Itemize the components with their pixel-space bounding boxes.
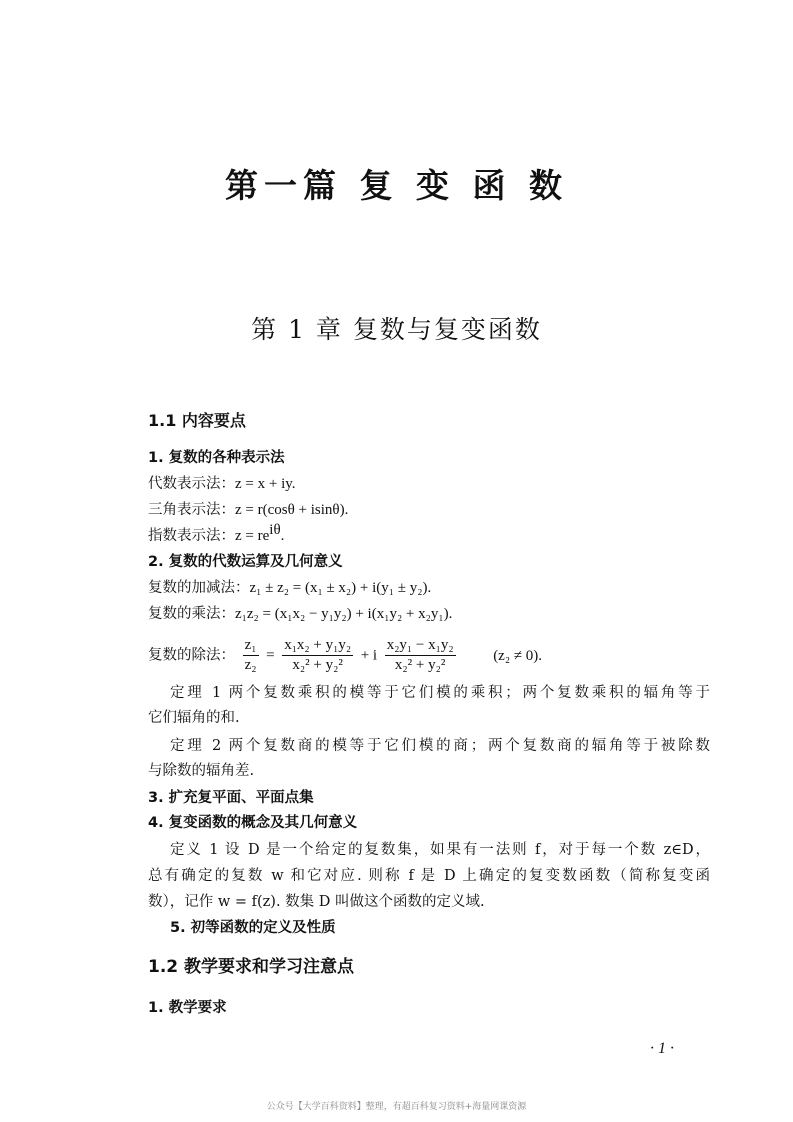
exponent: iθ: [269, 522, 281, 539]
formula: z₁z₂ = (x₁x₂ − y₁y₂) + i(x₁y₂ + x₂y₁).: [235, 606, 453, 622]
theorem-1-line-2: 它们辐角的和.: [148, 710, 240, 726]
heading-complex-function: 4. 复变函数的概念及其几何意义: [148, 815, 358, 831]
heading-elementary-functions: 5. 初等函数的定义及性质: [170, 920, 336, 936]
multiplication-rule: [148, 604, 452, 624]
exponential-form: [148, 522, 285, 546]
theorem-2-line-2: 与除数的辐角差.: [148, 763, 255, 779]
chapter-title: 第 1 章 复数与复变函数: [251, 315, 542, 344]
numerator: z₁: [243, 636, 259, 656]
definition-1-line-3: 数），记作 w = f(z). 数集 D 叫做这个函数的定义域.: [148, 894, 485, 910]
page-number: · 1 ·: [650, 1040, 674, 1057]
fraction-imag: [385, 636, 456, 675]
algebraic-form: [148, 474, 296, 494]
heading-teaching-requirements: 1. 教学要求: [148, 1000, 227, 1016]
fraction-lhs: [243, 636, 259, 675]
formula: z = x + iy.: [235, 476, 296, 492]
footer-watermark: 公众号【大学百科资料】整理，有超百科复习资料+海量网课资源: [266, 1102, 527, 1112]
label: 指数表示法：: [148, 528, 235, 544]
period: .: [280, 528, 285, 544]
plus-i: + i: [360, 647, 378, 664]
denominator: x₂² + y₂²: [394, 657, 446, 673]
numerator: x₁x₂ + y₁y₂: [282, 636, 353, 656]
denominator: z₂: [244, 657, 257, 673]
heading-representations: 1. 复数的各种表示法: [148, 450, 285, 466]
heading-extended-plane: 3. 扩充复平面、平面点集: [148, 790, 314, 806]
formula: z = re: [235, 528, 270, 544]
denominator: x₂² + y₂²: [292, 657, 343, 673]
theorem-2-line-1: 定理 2 两个复数商的模等于它们模的商；两个复数商的辐角等于被除数: [170, 738, 710, 754]
condition: (z₂ ≠ 0).: [493, 647, 543, 664]
formula: z = r(cosθ + isinθ).: [235, 502, 349, 518]
definition-1-line-2: 总有确定的复数 w 和它对应. 则称 f 是 D 上确定的复变数函数（简称复变函: [148, 868, 710, 884]
section-heading-1-2: 1.2 教学要求和学习注意点: [148, 957, 355, 977]
section-heading-1-1: 1.1 内容要点: [148, 411, 246, 430]
label: 三角表示法：: [148, 502, 235, 518]
heading-operations: 2. 复数的代数运算及几何意义: [148, 554, 343, 570]
label: 复数的除法：: [148, 647, 235, 664]
add-sub-rule: [148, 578, 431, 598]
label: 代数表示法：: [148, 476, 235, 492]
numerator: x₂y₁ − x₁y₂: [385, 636, 456, 656]
formula: z₁ ± z₂ = (x₁ ± x₂) + i(y₁ ± y₂).: [249, 580, 432, 596]
theorem-1-line-1: 定理 1 两个复数乘积的模等于它们模的乘积；两个复数乘积的辐角等于: [170, 685, 710, 701]
division-rule: [148, 636, 542, 675]
trig-form: [148, 500, 348, 520]
equals: =: [266, 647, 275, 664]
fraction-real: [282, 636, 353, 675]
definition-1-line-1: 定义 1 设 D 是一个给定的复数集，如果有一法则 f，对于每一个数 z∈D，: [170, 842, 710, 858]
label: 复数的乘法：: [148, 606, 235, 622]
part-title: 第一篇 复 变 函 数: [225, 166, 568, 205]
label: 复数的加减法：: [148, 580, 250, 596]
